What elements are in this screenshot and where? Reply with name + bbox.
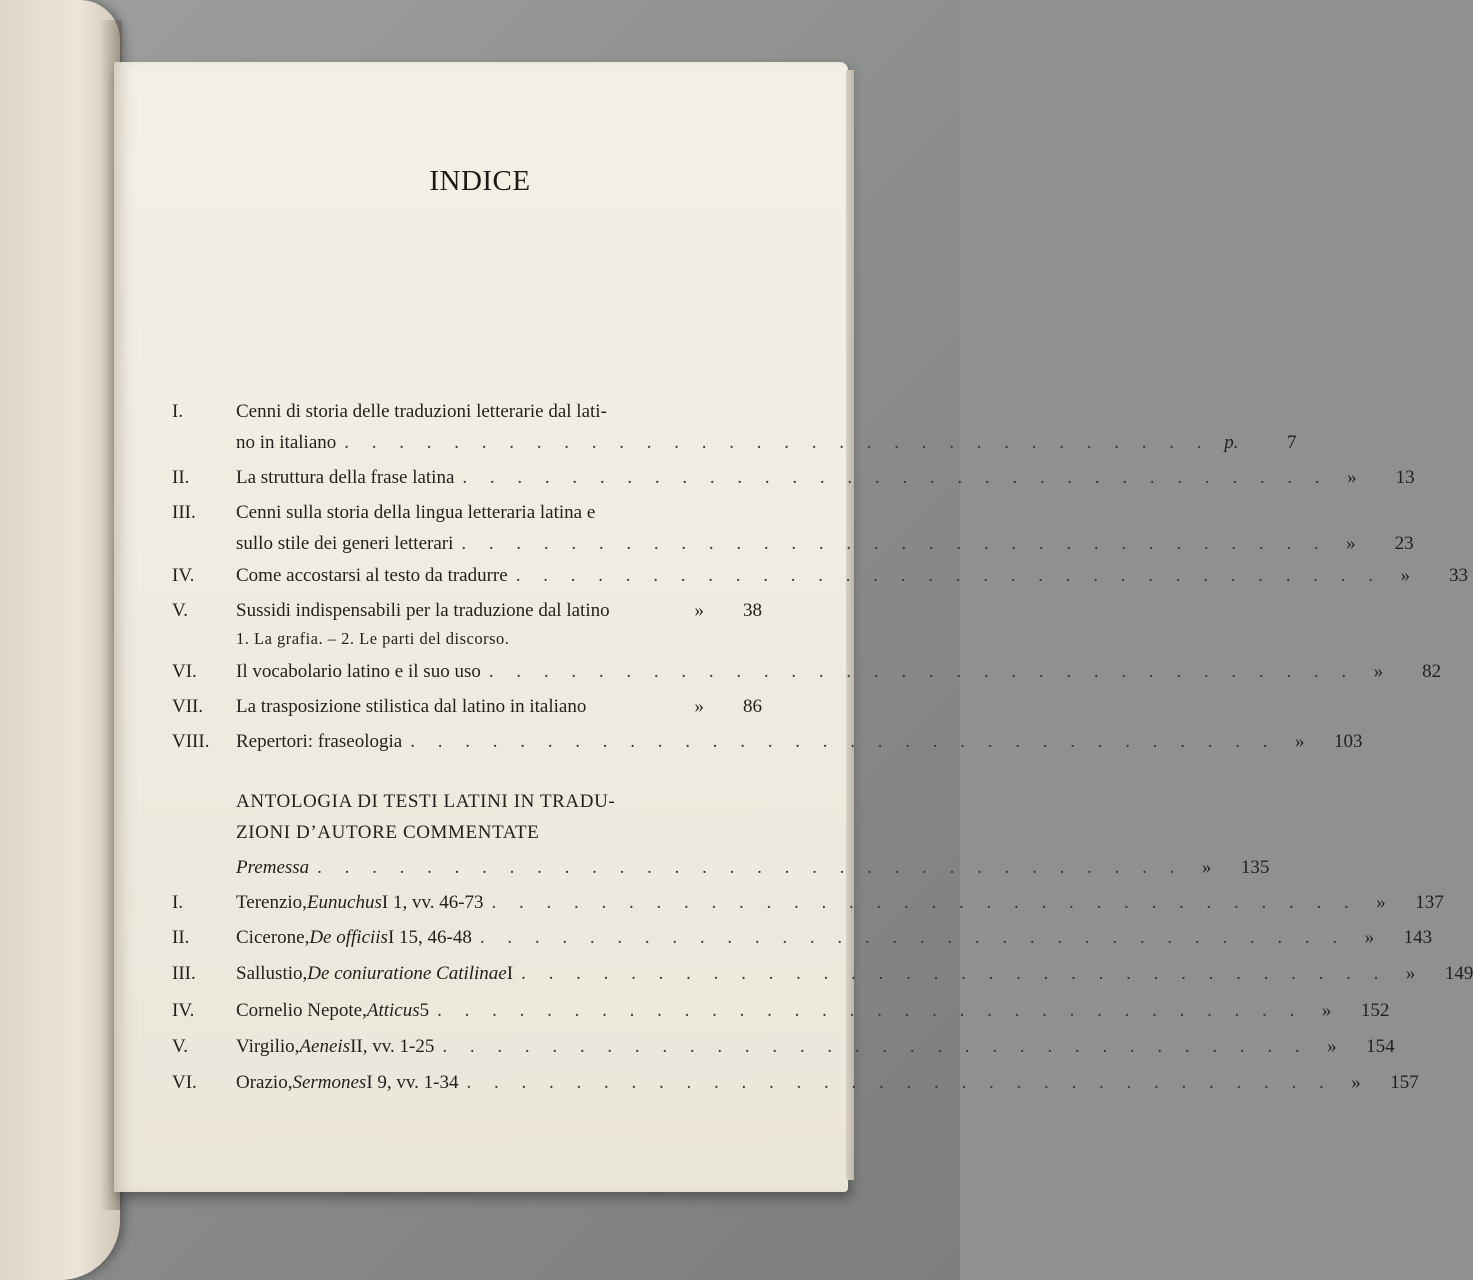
toc-entry-number: VI. bbox=[172, 1072, 197, 1093]
page-number: 82 bbox=[1422, 661, 1442, 682]
page-marker: » bbox=[694, 600, 704, 621]
entry-work-title: Eunuchus bbox=[306, 892, 382, 913]
entry-reference: II, vv. 1-25 bbox=[350, 1036, 435, 1057]
page-marker: » bbox=[694, 696, 704, 717]
page-marker: » bbox=[1201, 857, 1212, 878]
entry-reference: I 1, vv. 46-73 bbox=[381, 892, 484, 913]
toc-entry-subtitle: 1. La grafia. – 2. Le parti del discorso. bbox=[236, 629, 510, 648]
page-number: 137 bbox=[1415, 892, 1444, 913]
dot-leader: . . . . . . . . . . . . . . . . . . . . . . . . . . . . . . . . bbox=[466, 1072, 1333, 1093]
entry-work-title: Aeneis bbox=[299, 1036, 351, 1057]
toc-entry-text: sullo stile dei generi letterari bbox=[236, 533, 454, 554]
dot-leader: . . . . . . . . . . . . . . . . . . . . . . . . . . . . . . . . bbox=[461, 533, 1328, 554]
section-heading bbox=[236, 786, 676, 848]
page-number: 143 bbox=[1403, 927, 1433, 948]
toc-entry-text: Cenni sulla storia della lingua letteraria latina e bbox=[236, 502, 596, 523]
toc-entry-number: IV. bbox=[172, 565, 195, 586]
entry-author: Virgilio, bbox=[236, 1036, 300, 1057]
dot-leader: . . . . . . . . . . . . . . . . . . . . . . . . . . . . . . . . bbox=[521, 963, 1388, 984]
toc-entry-number: VIII. bbox=[172, 731, 210, 752]
page-marker: » bbox=[1364, 927, 1375, 948]
entry-reference: I bbox=[506, 963, 514, 984]
entry-reference: I 15, 46-48 bbox=[387, 927, 472, 948]
page-number: 103 bbox=[1333, 731, 1363, 752]
toc-entry-number: I. bbox=[172, 401, 184, 422]
toc-entry-number: I. bbox=[172, 892, 184, 913]
toc-entry-text: Il vocabolario latino e il suo uso bbox=[236, 661, 481, 682]
page-number: 86 bbox=[743, 696, 762, 717]
page-marker: » bbox=[1346, 533, 1356, 554]
page-marker: » bbox=[1376, 892, 1386, 913]
toc-entry-number: V. bbox=[172, 1036, 189, 1057]
page-title: INDICE bbox=[429, 165, 531, 197]
entry-reference: I 9, vv. 1-34 bbox=[366, 1072, 459, 1093]
dot-leader: . . . . . . . . . . . . . . . . . . . . . . . . . . . . . . . . bbox=[344, 432, 1211, 453]
page-marker: » bbox=[1327, 1036, 1337, 1057]
toc-entry-text: La trasposizione stilistica dal latino in italiano bbox=[236, 696, 587, 717]
page-marker: » bbox=[1400, 565, 1410, 586]
page-marker: » bbox=[1347, 467, 1357, 488]
page-marker: » bbox=[1294, 731, 1305, 752]
toc-entry-text: Cenni di storia delle traduzioni letterarie dal lati- bbox=[236, 401, 607, 422]
entry-author: Terenzio, bbox=[236, 892, 307, 913]
page-marker: » bbox=[1405, 963, 1416, 984]
toc-entry-text: Premessa bbox=[236, 857, 310, 878]
toc-entry-number: VII. bbox=[172, 696, 204, 717]
toc-entry-number: V. bbox=[172, 600, 189, 621]
dot-leader: . . . . . . . . . . . . . . . . . . . . . . . . . . . . . . . . bbox=[479, 927, 1347, 948]
toc-entry-text: La struttura della frase latina bbox=[236, 467, 455, 488]
page-number: 13 bbox=[1395, 467, 1415, 488]
entry-work-title: Sermones bbox=[292, 1072, 367, 1093]
entry-author: Cicerone, bbox=[236, 927, 310, 948]
page-number: 38 bbox=[743, 600, 762, 621]
toc-entry-text: no in italiano bbox=[236, 432, 337, 453]
toc-entry-text: Sussidi indispensabili per la traduzione dal latino bbox=[236, 600, 610, 621]
entry-author: Cornelio Nepote, bbox=[236, 1000, 367, 1021]
page-number: 157 bbox=[1390, 1072, 1419, 1093]
dot-leader: . . . . . . . . . . . . . . . . . . . . . . . . . . . . . . . . bbox=[488, 661, 1356, 682]
entry-work-title: De coniuratione Catilinae bbox=[307, 963, 507, 984]
page-marker: » bbox=[1373, 661, 1384, 682]
dot-leader: . . . . . . . . . . . . . . . . . . . . . . . . . . . . . . . . bbox=[317, 857, 1184, 878]
entry-work-title: Atticus bbox=[366, 1000, 420, 1021]
section-heading-line: ZIONI D’AUTORE COMMENTATE bbox=[236, 822, 540, 843]
page-number: 152 bbox=[1360, 1000, 1390, 1021]
page-number: 33 bbox=[1448, 565, 1468, 586]
entry-author: Sallustio, bbox=[236, 963, 308, 984]
dot-leader: . . . . . . . . . . . . . . . . . . . . . . . . . . . . . . . . bbox=[442, 1036, 1309, 1057]
toc-entry-number: III. bbox=[172, 963, 196, 984]
dot-leader: . . . . . . . . . . . . . . . . . . . . . . . . . . . . . . . . bbox=[437, 1000, 1304, 1021]
page-number: 154 bbox=[1366, 1036, 1395, 1057]
toc-entry-text: Repertori: fraseologia bbox=[236, 731, 403, 752]
toc-entry-number: II. bbox=[172, 927, 190, 948]
dot-leader: . . . . . . . . . . . . . . . . . . . . . . . . . . . . . . . . bbox=[515, 565, 1382, 586]
page-marker: » bbox=[1351, 1072, 1361, 1093]
page-number: 23 bbox=[1394, 533, 1414, 554]
page-marker: p. bbox=[1224, 432, 1239, 453]
page-number: 7 bbox=[1287, 432, 1297, 453]
entry-author: Orazio, bbox=[236, 1072, 293, 1093]
page-number: 135 bbox=[1240, 857, 1270, 878]
dot-leader: . . . . . . . . . . . . . . . . . . . . . . . . . . . . . . . . bbox=[410, 731, 1277, 752]
toc-entry-number: VI. bbox=[172, 661, 197, 682]
entry-reference: 5 bbox=[419, 1000, 430, 1021]
toc-entry-number: II. bbox=[172, 467, 190, 488]
toc-entry-number: III. bbox=[172, 502, 196, 523]
dot-leader: . . . . . . . . . . . . . . . . . . . . . . . . . . . . . . . . bbox=[491, 892, 1358, 913]
page-marker: » bbox=[1321, 1000, 1332, 1021]
toc-entry-number: IV. bbox=[172, 1000, 195, 1021]
dot-leader: . . . . . . . . . . . . . . . . . . . . . . . . . . . . . . . . bbox=[462, 467, 1329, 488]
entry-work-title: De officiis bbox=[309, 927, 388, 948]
toc-entry-text: Come accostarsi al testo da tradurre bbox=[236, 565, 508, 586]
section-heading-line: ANTOLOGIA DI TESTI LATINI IN TRADU- bbox=[236, 791, 616, 812]
page-number: 149 bbox=[1444, 963, 1473, 984]
